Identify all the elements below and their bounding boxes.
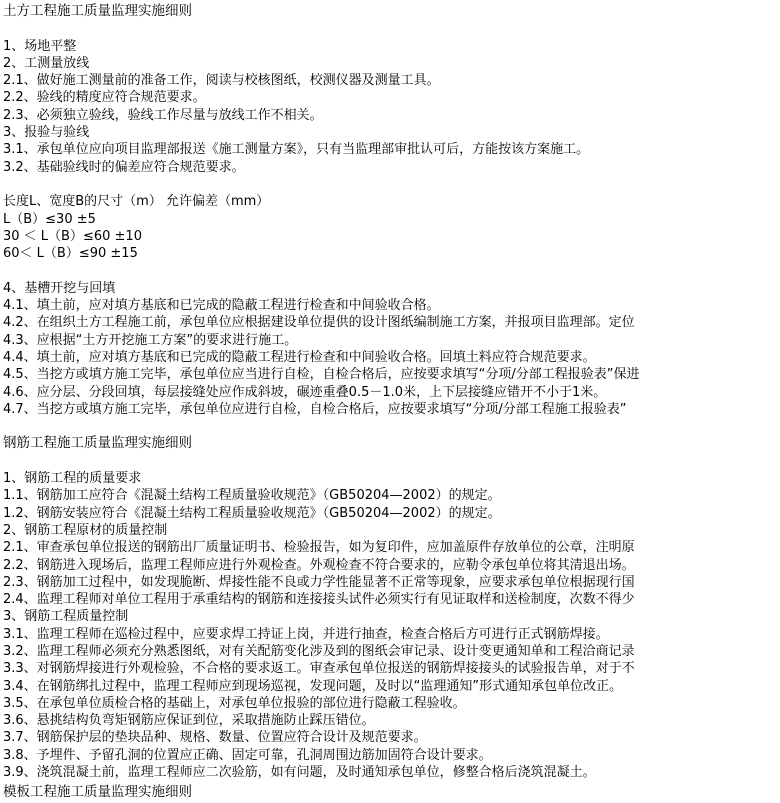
- text-line: 2.4、监理工程师对单位工程用于承重结构的钢筋和连接接头试件必须实行有见证取样和送检制度，次数不得少: [3, 592, 635, 608]
- document-body: [3, 3, 780, 801]
- text-line: 1、场地平整: [3, 38, 77, 54]
- text-line: 4.3、应根据“土方开挖施工方案”的要求进行施工。: [3, 332, 298, 348]
- text-line: 2、钢筋工程原材的质量控制: [3, 522, 168, 538]
- text-line: 4.6、应分层、分段回填，每层接缝处应作成斜坡，碾迹重叠0.5－1.0米，上下层接缝应错开不小于1米。: [3, 384, 607, 400]
- section-title: 土方工程施工质量监理实施细则: [3, 3, 192, 19]
- text-line: 4.4、填土前，应对填方基底和已完成的隐蔽工程进行检查和中间验收合格。回填土料应符合规范要求。: [3, 349, 596, 365]
- text-line: 2.1、审查承包单位报送的钢筋出厂质量证明书、检验报告，如为复印件，应加盖原件存放单位的公章，注明原: [3, 540, 635, 556]
- blank-line: [3, 20, 780, 37]
- text-line: 3.2、基础验线时的偏差应符合规范要求。: [3, 159, 245, 175]
- text-line: 1.2、钢筋安装应符合《混凝土结构工程质量验收规范》（GB50204—2002）的规定。: [3, 505, 501, 521]
- text-line: L（B）≤30 ±5: [3, 211, 96, 227]
- text-line: 4、基槽开挖与回填: [3, 280, 116, 296]
- text-line: 3.7、钢筋保护层的垫块品种、规格、数量、位置应符合设计及规范要求。: [3, 730, 427, 746]
- text-line: 4.5、当挖方或填方施工完毕，承包单位应当进行自检，自检合格后，应按要求填写“分项/分部工程报验表”保进: [3, 367, 640, 383]
- text-line: 3.2、监理工程师必须充分熟悉图纸，对有关配筋变化涉及到的图纸会审记录、设计变更通知单和工程洽商记录: [3, 643, 635, 659]
- text-line: 2.1、做好施工测量前的准备工作，阅读与校核图纸，校测仪器及测量工具。: [3, 73, 440, 89]
- text-line: 3.1、承包单位应向项目监理部报送《施工测量方案》，只有当监理部审批认可后，方能按该方案施工。: [3, 142, 590, 158]
- text-line: 2、工测量放线: [3, 55, 90, 71]
- text-line: 长度L、宽度B的尺寸（m） 允许偏差（mm）: [3, 194, 270, 210]
- text-line: 30 ＜ L（B）≤60 ±10: [3, 228, 142, 244]
- blank-line: [3, 453, 780, 470]
- text-line: 3.4、在钢筋绑扎过程中，监理工程师应到现场巡视，发现问题，及时以“监理通知”形式通知承包单位改正。: [3, 678, 623, 694]
- text-line: 1、钢筋工程的质量要求: [3, 471, 142, 487]
- text-line: 1.1、钢筋加工应符合《混凝土结构工程质量验收规范》（GB50204—2002）的规定。: [3, 488, 501, 504]
- text-line: 3.8、予埋件、予留孔洞的位置应正确、固定可靠，孔洞周围边筋加固符合设计要求。: [3, 747, 492, 763]
- text-line: 2.3、钢筋加工过程中，如发现脆断、焊接性能不良或力学性能显著不正常等现象，应要求承包单位根据现行国: [3, 574, 635, 590]
- text-line: 4.1、填土前，应对填方基底和已完成的隐蔽工程进行检查和中间验收合格。: [3, 298, 440, 314]
- text-line: 4.2、在组织土方工程施工前，承包单位应根据建设单位提供的设计图纸编制施工方案，并报项目监理部。定位: [3, 315, 635, 331]
- text-line: 2.2、验线的精度应符合规范要求。: [3, 90, 206, 106]
- text-line: 3.9、浇筑混凝土前，监理工程师应二次验筋，如有问题，及时通知承包单位，修整合格后浇筑混凝土。: [3, 765, 596, 781]
- text-line: 3.5、在承包单位质检合格的基础上，对承包单位报验的部位进行隐蔽工程验收。: [3, 695, 466, 711]
- text-line: 60＜ L（B）≤90 ±15: [3, 246, 138, 262]
- blank-line: [3, 418, 780, 435]
- section-title: 模板工程施工质量监理实施细则: [3, 784, 192, 801]
- text-line: 3.3、对钢筋焊接进行外观检验，不合格的要求返工。审查承包单位报送的钢筋焊接接头的试验报告单，对于不: [3, 661, 635, 677]
- text-line: 3.6、悬挑结构负弯矩钢筋应保证到位，采取措施防止踩压错位。: [3, 713, 375, 729]
- blank-line: [3, 176, 780, 193]
- text-line: 2.2、钢筋进入现场后，监理工程师应进行外观检查。外观检查不符合要求的，应勒令承包单位将其清退出场。: [3, 557, 635, 573]
- text-line: 2.3、必须独立验线，验线工作尽量与放线工作不相关。: [3, 107, 323, 123]
- text-line: 3、钢筋工程质量控制: [3, 609, 129, 625]
- section-title: 钢筋工程施工质量监理实施细则: [3, 435, 192, 452]
- text-line: 4.7、当挖方或填方施工完毕，承包单位应进行自检，自检合格后，应按要求填写“分项/分部工程施工报验表”: [3, 401, 627, 417]
- text-line: 3、报验与验线: [3, 125, 90, 141]
- text-line: 3.1、监理工程师在巡检过程中，应要求焊工持证上岗，并进行抽查，检查合格后方可进行正式钢筋焊接。: [3, 626, 609, 642]
- blank-line: [3, 262, 780, 279]
